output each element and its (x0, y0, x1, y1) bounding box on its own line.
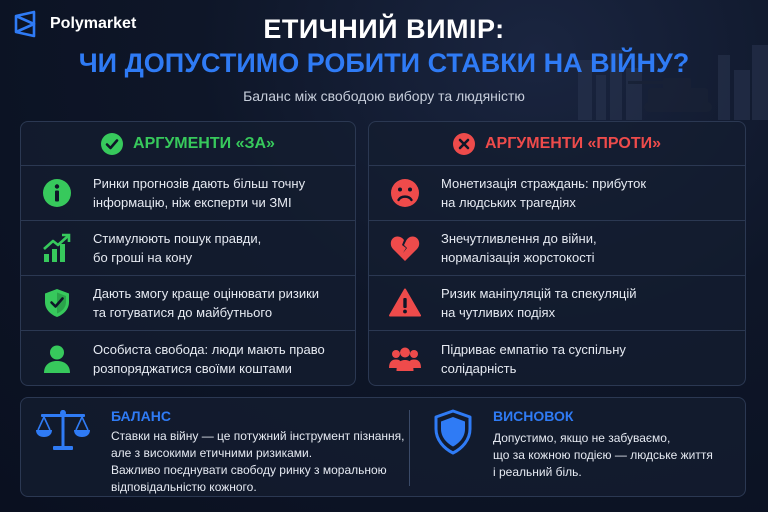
group-icon (389, 343, 421, 375)
pro-argument-item (21, 221, 355, 276)
con-argument-item (369, 331, 745, 386)
info-icon (41, 177, 73, 209)
con-panel-title: АРГУМЕНТИ «ПРОТИ» (485, 134, 661, 152)
con-item-1-line-2: на людських трагедіях (441, 195, 576, 210)
con-item-4-line-1: Підриває емпатію та суспільну (441, 341, 626, 357)
summary-panel (20, 397, 746, 497)
conclusion-line-3: і реальний біль. (493, 465, 582, 479)
pro-item-3-line-1: Дають змогу краще оцінювати ризики (93, 286, 320, 301)
x-circle-icon (453, 133, 475, 155)
check-circle-icon (101, 133, 123, 155)
pro-item-2-line-1: Стимулюють пошук правди, (93, 231, 262, 246)
page-subtitle: ЧИ ДОПУСТИМО РОБИТИ СТАВКИ НА ВІЙНУ? (78, 48, 690, 78)
balance-text (111, 428, 404, 496)
con-item-4-line-2: солідарність (441, 360, 517, 376)
con-panel-header (369, 122, 745, 166)
con-item-1-line-1: Монетизація страждань: прибуток (441, 176, 647, 191)
con-arguments-panel (368, 121, 746, 386)
shield-icon (433, 409, 473, 455)
pro-panel-title: АРГУМЕНТИ «ЗА» (133, 134, 275, 152)
pro-arguments-panel (20, 121, 356, 386)
person-icon (41, 343, 73, 375)
pro-item-4-line-2: розпоряджатися своїми коштами (93, 360, 292, 376)
broken-heart-icon (389, 232, 421, 264)
con-item-3-line-1: Ризик маніпуляцій та спекуляцій (441, 286, 637, 301)
conclusion-line-1: Допустимо, якщо не забуваємо, (493, 431, 671, 445)
con-argument-item (369, 276, 745, 331)
pro-item-4-line-1: Особиста свобода: люди мають право (93, 341, 325, 357)
warning-icon (389, 287, 421, 319)
balance-line-4: відповідальністю кожного. (111, 480, 257, 494)
pro-panel-header (21, 122, 355, 166)
shield-check-icon (41, 287, 73, 319)
scales-icon (35, 408, 91, 452)
pro-item-3-line-2: та готуватися до майбутнього (93, 305, 273, 320)
con-item-3-line-2: на чутливих подіях (441, 305, 556, 320)
conclusion-text (493, 430, 713, 481)
con-argument-item (369, 166, 745, 221)
pro-item-1-line-1: Ринки прогнозів дають більш точну (93, 176, 306, 191)
pro-item-1-line-2: інформацію, ніж експерти чи ЗМІ (93, 195, 292, 210)
con-item-2-line-2: нормалізація жорстокості (441, 250, 595, 265)
balance-line-3: Важливо поєднувати свободу ринку з моральною (111, 463, 387, 477)
pro-argument-item (21, 276, 355, 331)
conclusion-line-2: що за кожною подією — людське життя (493, 448, 713, 462)
con-argument-item (369, 221, 745, 276)
pro-argument-item (21, 166, 355, 221)
page-tagline: Баланс між свободою вибору та людяністю (243, 88, 525, 104)
balance-title: БАЛАНС (111, 408, 171, 424)
conclusion-title: ВИСНОВОК (493, 408, 574, 424)
con-item-2-line-1: Знечутливлення до війни, (441, 231, 597, 246)
balance-line-2: але з високими етичними ризиками. (111, 446, 313, 460)
pro-argument-item (21, 331, 355, 386)
summary-divider (409, 410, 410, 486)
sad-face-icon (389, 177, 421, 209)
pro-item-2-line-2: бо гроші на кону (93, 250, 193, 265)
page-title: ЕТИЧНИЙ ВИМІР: (263, 14, 505, 44)
growth-chart-icon (41, 232, 73, 264)
balance-line-1: Ставки на війну — це потужний інструмент пізнання, (111, 429, 405, 443)
brand-name: Polymarket (50, 15, 137, 32)
